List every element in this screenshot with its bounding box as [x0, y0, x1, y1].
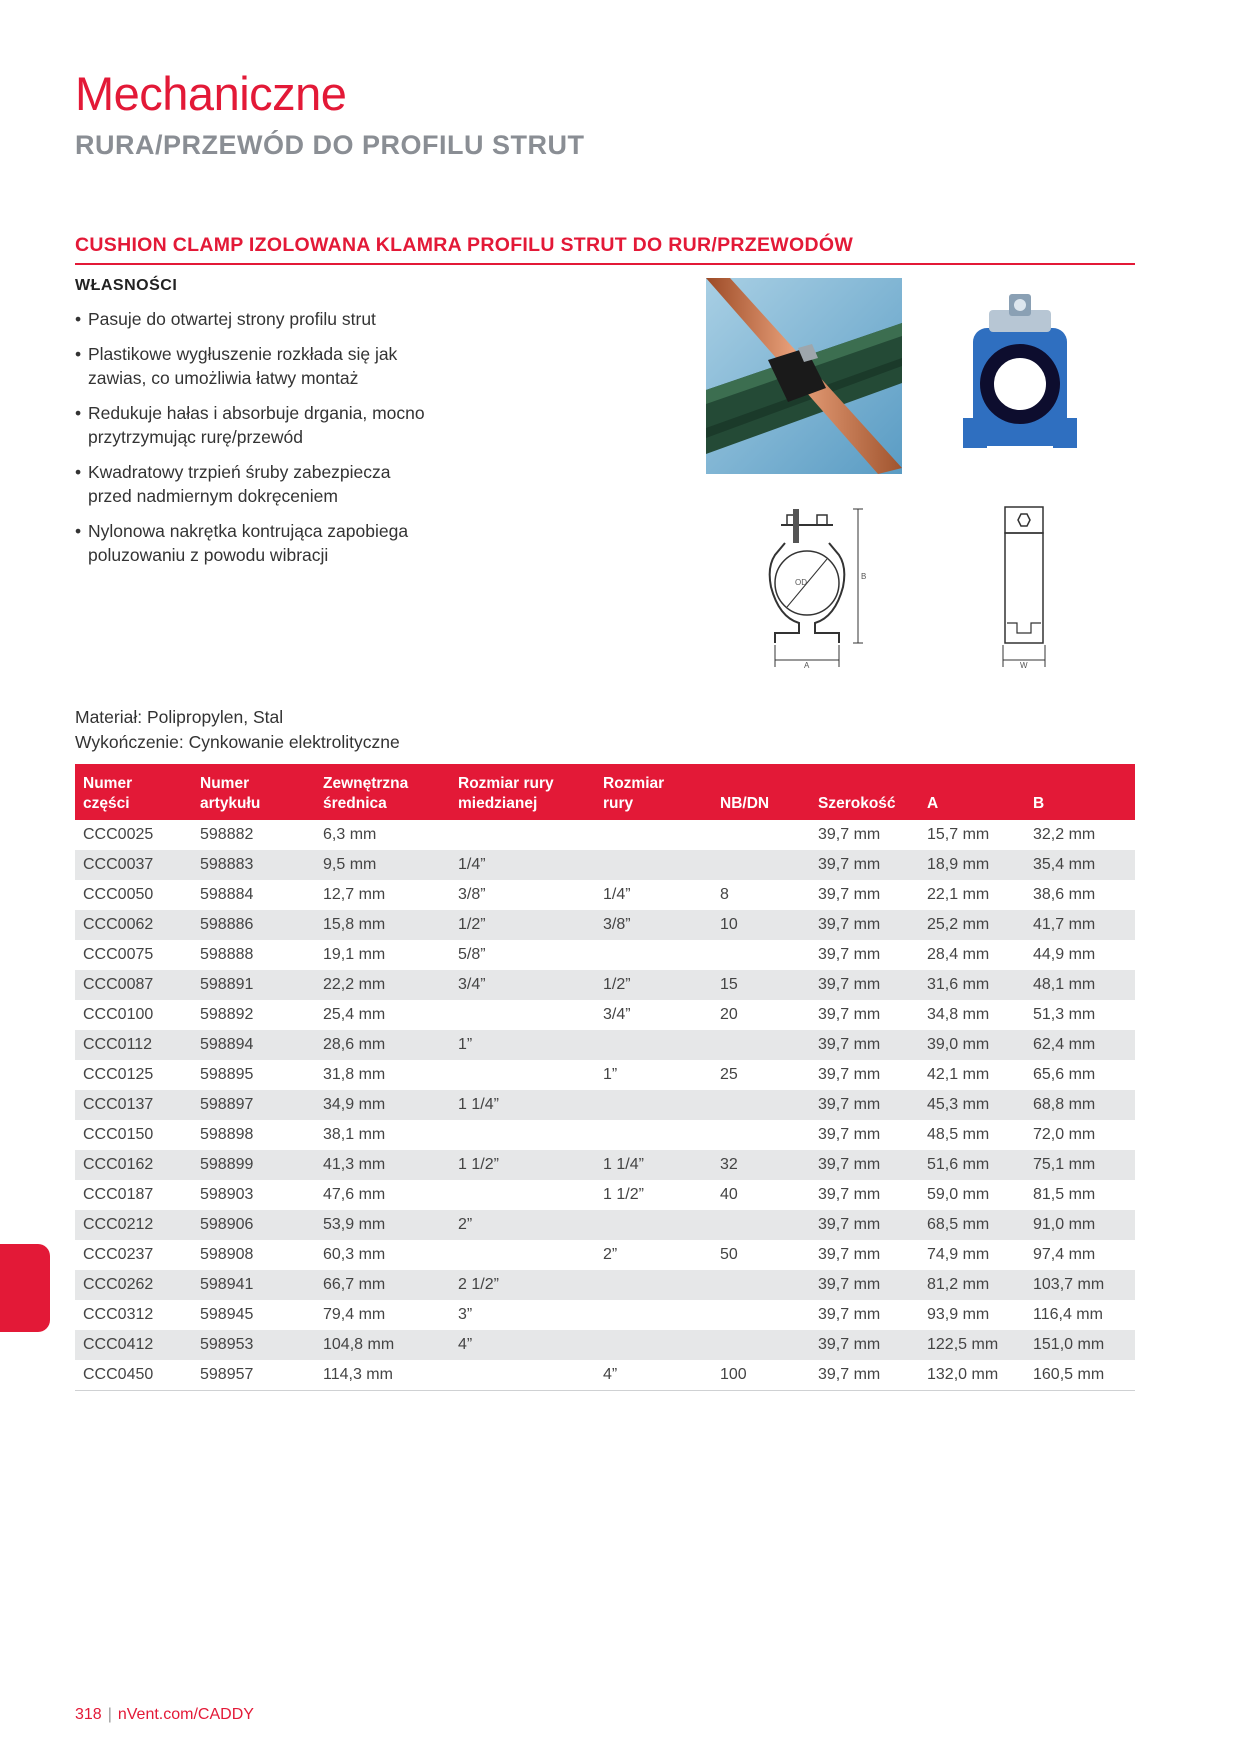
- feature-item: [75, 401, 465, 449]
- table-cell: 39,7 mm: [810, 1090, 919, 1120]
- table-cell: 39,7 mm: [818, 1246, 881, 1263]
- technical-drawing-side: [995, 505, 1055, 675]
- table-cell: [595, 1030, 712, 1060]
- table-cell: [712, 1300, 810, 1330]
- table-cell: 3”: [458, 1306, 473, 1323]
- table-cell: 39,7 mm: [810, 1030, 919, 1060]
- section-title: CUSHION CLAMP IZOLOWANA KLAMRA PROFILU STRUT DO RUR/PRZEWODÓW: [75, 234, 1135, 265]
- column-header: [919, 764, 1025, 820]
- column-header: [810, 764, 919, 820]
- table-cell: 22,2 mm: [315, 970, 450, 1000]
- table-row: [75, 1000, 1135, 1030]
- table-cell: CCC0412: [75, 1330, 192, 1360]
- table-cell: 74,9 mm: [927, 1246, 990, 1263]
- table-cell: CCC0100: [83, 1006, 154, 1023]
- column-header-line: rury: [603, 795, 634, 812]
- table-cell: 41,3 mm: [315, 1150, 450, 1180]
- table-cell: 122,5 mm: [919, 1330, 1025, 1360]
- table-cell: 10: [712, 910, 810, 940]
- feature-text: przytrzymując rurę/przewód: [88, 427, 303, 447]
- table-cell: [712, 1030, 810, 1060]
- table-cell: 51,3 mm: [1033, 1006, 1096, 1023]
- table-cell: 1/4”: [603, 886, 631, 903]
- table-cell: 100: [712, 1360, 810, 1391]
- table-cell: 132,0 mm: [919, 1360, 1025, 1391]
- table-cell: [595, 1330, 712, 1360]
- table-row: [75, 850, 1135, 880]
- table-row: [75, 1270, 1135, 1300]
- table-row: [75, 820, 1135, 850]
- table-cell: 72,0 mm: [1033, 1126, 1096, 1143]
- table-cell: 51,6 mm: [919, 1150, 1025, 1180]
- table-cell: 47,6 mm: [323, 1186, 386, 1203]
- bullet-icon: •: [75, 521, 82, 541]
- table-cell: 104,8 mm: [315, 1330, 450, 1360]
- footer-url[interactable]: nVent.com/CADDY: [117, 1706, 254, 1723]
- table-cell: 18,9 mm: [919, 850, 1025, 880]
- column-header-line: B: [1033, 795, 1045, 812]
- spec-table: [75, 764, 1135, 1391]
- table-cell: 3/4”: [603, 1006, 631, 1023]
- table-cell: [450, 1180, 595, 1210]
- table-cell: CCC0450: [75, 1360, 192, 1391]
- table-row: [75, 880, 1135, 910]
- technical-drawing-front: [755, 505, 875, 675]
- feature-item: [75, 342, 465, 390]
- column-header: [315, 764, 450, 820]
- table-cell: 15,7 mm: [927, 826, 990, 843]
- table-cell: 5/8”: [458, 946, 486, 963]
- table-cell: CCC0162: [75, 1150, 192, 1180]
- feature-text: Redukuje hałas i absorbuje drgania, mocno: [88, 403, 425, 423]
- table-cell: 1”: [450, 1030, 595, 1060]
- column-header-line: Zewnętrzna: [323, 775, 409, 792]
- table-row: [75, 1360, 1135, 1391]
- table-cell: 2”: [603, 1246, 618, 1263]
- bullet-icon: •: [75, 462, 82, 482]
- table-row: [75, 1240, 1135, 1270]
- table-cell: [712, 1090, 810, 1120]
- material-info: [75, 705, 400, 755]
- page-title: Mechaniczne: [75, 67, 347, 120]
- column-header: [712, 764, 810, 820]
- column-header-line: Rozmiar rury: [458, 775, 554, 792]
- table-cell: 42,1 mm: [927, 1066, 990, 1083]
- column-header: [192, 764, 315, 820]
- table-cell: 3/8”: [595, 910, 712, 940]
- table-cell: 1 1/4”: [595, 1150, 712, 1180]
- table-cell: 9,5 mm: [315, 850, 450, 880]
- bullet-icon: •: [75, 309, 82, 329]
- table-cell: 114,3 mm: [315, 1360, 450, 1391]
- table-cell: [450, 1120, 595, 1150]
- feature-text: poluzowaniu z powodu wibracji: [88, 545, 329, 565]
- table-cell: 15,8 mm: [315, 910, 450, 940]
- table-cell: 1/2”: [595, 970, 712, 1000]
- table-cell: [595, 940, 712, 970]
- table-cell: 91,0 mm: [1025, 1210, 1135, 1240]
- table-cell: 4”: [450, 1330, 595, 1360]
- table-cell: 34,8 mm: [927, 1006, 990, 1023]
- table-cell: CCC0025: [83, 826, 154, 843]
- table-cell: 48,5 mm: [927, 1126, 990, 1143]
- feature-item: [75, 519, 465, 567]
- table-cell: 598886: [192, 910, 315, 940]
- table-cell: 598882: [200, 826, 254, 843]
- table-cell: 28,6 mm: [315, 1030, 450, 1060]
- features-title: WŁASNOŚCI: [75, 277, 178, 294]
- table-cell: 598888: [200, 946, 254, 963]
- column-header-line: A: [927, 795, 939, 812]
- table-cell: 25: [720, 1066, 738, 1083]
- table-row: [75, 970, 1135, 1000]
- table-row: [75, 1180, 1135, 1210]
- table-cell: 1 1/2”: [450, 1150, 595, 1180]
- table-cell: 598883: [192, 850, 315, 880]
- table-cell: 39,7 mm: [810, 1330, 919, 1360]
- table-cell: [712, 940, 810, 970]
- table-cell: 81,5 mm: [1033, 1186, 1096, 1203]
- table-cell: 48,1 mm: [1025, 970, 1135, 1000]
- table-cell: 598945: [200, 1306, 254, 1323]
- table-cell: [712, 820, 810, 850]
- table-cell: 81,2 mm: [919, 1270, 1025, 1300]
- feature-item: [75, 460, 465, 508]
- table-row: [75, 1120, 1135, 1150]
- table-cell: 34,9 mm: [315, 1090, 450, 1120]
- table-cell: 598957: [192, 1360, 315, 1391]
- table-cell: 79,4 mm: [323, 1306, 386, 1323]
- table-cell: 66,7 mm: [315, 1270, 450, 1300]
- column-header-line: miedzianej: [458, 795, 538, 812]
- table-cell: CCC0150: [83, 1126, 154, 1143]
- table-cell: 39,7 mm: [818, 1306, 881, 1323]
- table-cell: 598884: [200, 886, 254, 903]
- table-cell: 160,5 mm: [1025, 1360, 1135, 1391]
- table-cell: 39,7 mm: [810, 1150, 919, 1180]
- column-header-line: Numer: [200, 775, 250, 792]
- table-cell: 598894: [192, 1030, 315, 1060]
- table-cell: CCC0312: [83, 1306, 154, 1323]
- table-cell: 116,4 mm: [1033, 1306, 1103, 1323]
- table-cell: 2”: [450, 1210, 595, 1240]
- table-cell: 103,7 mm: [1025, 1270, 1135, 1300]
- column-header-line: Rozmiar: [603, 775, 665, 792]
- table-cell: 31,6 mm: [919, 970, 1025, 1000]
- table-cell: 28,4 mm: [927, 946, 990, 963]
- table-cell: 39,7 mm: [818, 1126, 881, 1143]
- column-header-line: artykułu: [200, 795, 261, 812]
- table-cell: 35,4 mm: [1025, 850, 1135, 880]
- table-cell: 39,7 mm: [818, 826, 881, 843]
- table-cell: 8: [720, 886, 729, 903]
- table-cell: 39,7 mm: [810, 1270, 919, 1300]
- table-cell: [712, 1330, 810, 1360]
- table-cell: 598953: [192, 1330, 315, 1360]
- table-cell: 15: [712, 970, 810, 1000]
- table-cell: 598895: [200, 1066, 254, 1083]
- table-cell: 32: [712, 1150, 810, 1180]
- table-cell: 598897: [192, 1090, 315, 1120]
- material-line: Materiał: Polipropylen, Stal: [75, 707, 284, 727]
- column-header-line: części: [83, 795, 130, 812]
- table-cell: 53,9 mm: [315, 1210, 450, 1240]
- table-cell: CCC0212: [75, 1210, 192, 1240]
- column-header: [450, 764, 595, 820]
- table-cell: 25,2 mm: [919, 910, 1025, 940]
- table-cell: 22,1 mm: [927, 886, 990, 903]
- table-cell: [712, 1270, 810, 1300]
- table-cell: [450, 820, 595, 850]
- table-cell: [712, 850, 810, 880]
- footer: [75, 1706, 254, 1724]
- label-a: A: [804, 661, 810, 670]
- table-cell: 598908: [200, 1246, 254, 1263]
- table-cell: 60,3 mm: [323, 1246, 386, 1263]
- table-cell: [450, 1060, 595, 1090]
- table-cell: 32,2 mm: [1033, 826, 1096, 843]
- table-row: [75, 940, 1135, 970]
- table-cell: 598941: [192, 1270, 315, 1300]
- footer-separator: |: [107, 1706, 112, 1723]
- table-cell: 1/4”: [450, 850, 595, 880]
- table-cell: 75,1 mm: [1025, 1150, 1135, 1180]
- pipe-on-strut-photo: [706, 278, 902, 474]
- table-cell: 39,7 mm: [810, 850, 919, 880]
- table-row: [75, 1300, 1135, 1330]
- table-row: [75, 1090, 1135, 1120]
- table-cell: 598906: [192, 1210, 315, 1240]
- table-cell: 20: [720, 1006, 738, 1023]
- table-cell: CCC0262: [75, 1270, 192, 1300]
- clamp-product-image: [955, 290, 1085, 450]
- label-od: OD: [795, 578, 807, 587]
- table-cell: 39,7 mm: [810, 910, 919, 940]
- table-cell: 68,8 mm: [1025, 1090, 1135, 1120]
- table-cell: 97,4 mm: [1033, 1246, 1096, 1263]
- features-list: [75, 307, 465, 578]
- label-w: W: [1020, 661, 1028, 670]
- table-cell: CCC0050: [83, 886, 154, 903]
- table-cell: 40: [720, 1186, 738, 1203]
- feature-text: zawias, co umożliwia łatwy montaż: [88, 368, 359, 388]
- table-cell: 41,7 mm: [1025, 910, 1135, 940]
- table-body: [75, 820, 1135, 1391]
- table-cell: 39,7 mm: [810, 970, 919, 1000]
- table-cell: [450, 1240, 595, 1270]
- table-cell: [595, 1090, 712, 1120]
- column-header: [1025, 764, 1135, 820]
- table-cell: 2 1/2”: [450, 1270, 595, 1300]
- column-header-line: NB/DN: [720, 795, 770, 812]
- bullet-icon: •: [75, 344, 82, 364]
- table-cell: 3/4”: [450, 970, 595, 1000]
- table-cell: 39,7 mm: [818, 886, 881, 903]
- table-row: [75, 1330, 1135, 1360]
- table-cell: 68,5 mm: [919, 1210, 1025, 1240]
- table-cell: CCC0087: [75, 970, 192, 1000]
- table-cell: 39,7 mm: [818, 1066, 881, 1083]
- table-cell: 19,1 mm: [323, 946, 386, 963]
- table-cell: CCC0187: [83, 1186, 154, 1203]
- table-cell: 45,3 mm: [919, 1090, 1025, 1120]
- table-cell: CCC0112: [75, 1030, 192, 1060]
- table-cell: CCC0075: [83, 946, 154, 963]
- column-header: [595, 764, 712, 820]
- table-row: [75, 910, 1135, 940]
- table-cell: 1 1/4”: [450, 1090, 595, 1120]
- page-subtitle: RURA/PRZEWÓD DO PROFILU STRUT: [75, 130, 585, 160]
- table-cell: CCC0062: [75, 910, 192, 940]
- column-header-line: Szerokość: [818, 795, 896, 812]
- feature-text: Plastikowe wygłuszenie rozkłada się jak: [88, 344, 398, 364]
- feature-text: przed nadmiernym dokręceniem: [88, 486, 338, 506]
- table-cell: [712, 1210, 810, 1240]
- table-cell: 12,7 mm: [323, 886, 386, 903]
- table-cell: 3/8”: [458, 886, 486, 903]
- table-cell: 39,7 mm: [818, 946, 881, 963]
- table-cell: [595, 1210, 712, 1240]
- finish-line: Wykończenie: Cynkowanie elektrolityczne: [75, 732, 400, 752]
- table-cell: 6,3 mm: [323, 826, 377, 843]
- product-photo: [706, 278, 902, 474]
- table-cell: 38,6 mm: [1033, 886, 1096, 903]
- table-cell: 62,4 mm: [1025, 1030, 1135, 1060]
- feature-item: [75, 307, 465, 331]
- table-cell: 50: [720, 1246, 738, 1263]
- column-header: [75, 764, 192, 820]
- table-cell: 1”: [603, 1066, 618, 1083]
- table-header-row: [75, 764, 1135, 820]
- feature-text: Nylonowa nakrętka kontrująca zapobiega: [88, 521, 409, 541]
- table-cell: 39,0 mm: [919, 1030, 1025, 1060]
- table-cell: 39,7 mm: [818, 1006, 881, 1023]
- table-row: [75, 1150, 1135, 1180]
- table-cell: [595, 1270, 712, 1300]
- table-cell: 598891: [192, 970, 315, 1000]
- table-cell: [712, 1120, 810, 1150]
- table-cell: CCC0037: [75, 850, 192, 880]
- table-cell: 598899: [192, 1150, 315, 1180]
- table-cell: [450, 1000, 595, 1030]
- table-cell: 38,1 mm: [323, 1126, 386, 1143]
- column-header-line: Numer: [83, 775, 133, 792]
- table-cell: CCC0125: [83, 1066, 154, 1083]
- table-cell: 151,0 mm: [1025, 1330, 1135, 1360]
- bullet-icon: •: [75, 403, 82, 423]
- column-header-line: średnica: [323, 795, 387, 812]
- table-cell: 31,8 mm: [323, 1066, 386, 1083]
- table-cell: 65,6 mm: [1033, 1066, 1096, 1083]
- table-cell: 44,9 mm: [1033, 946, 1096, 963]
- table-row: [75, 1030, 1135, 1060]
- side-tab-marker: [0, 1244, 50, 1332]
- table-cell: 39,7 mm: [810, 1360, 919, 1391]
- table-cell: 598892: [200, 1006, 254, 1023]
- table-cell: 598903: [200, 1186, 254, 1203]
- table-cell: 39,7 mm: [810, 1210, 919, 1240]
- table-cell: 598898: [200, 1126, 254, 1143]
- table-cell: 1/2”: [450, 910, 595, 940]
- table-cell: 39,7 mm: [818, 1186, 881, 1203]
- table-cell: 59,0 mm: [927, 1186, 990, 1203]
- table-cell: [595, 1300, 712, 1330]
- table-row: [75, 1210, 1135, 1240]
- feature-text: Pasuje do otwartej strony profilu strut: [88, 309, 376, 329]
- table-cell: [595, 850, 712, 880]
- table-cell: 25,4 mm: [323, 1006, 386, 1023]
- page-number: 318: [75, 1706, 102, 1723]
- table-cell: 93,9 mm: [927, 1306, 990, 1323]
- table-cell: 4”: [595, 1360, 712, 1391]
- clamp-icon: [955, 290, 1085, 450]
- table-row: [75, 1060, 1135, 1090]
- table-cell: 1 1/2”: [603, 1186, 644, 1203]
- label-b: B: [861, 572, 867, 581]
- table-cell: [450, 1360, 595, 1391]
- table-cell: [595, 1120, 712, 1150]
- table-cell: [595, 820, 712, 850]
- feature-text: Kwadratowy trzpień śruby zabezpiecza: [88, 462, 391, 482]
- table-cell: CCC0237: [83, 1246, 154, 1263]
- table-cell: CCC0137: [75, 1090, 192, 1120]
